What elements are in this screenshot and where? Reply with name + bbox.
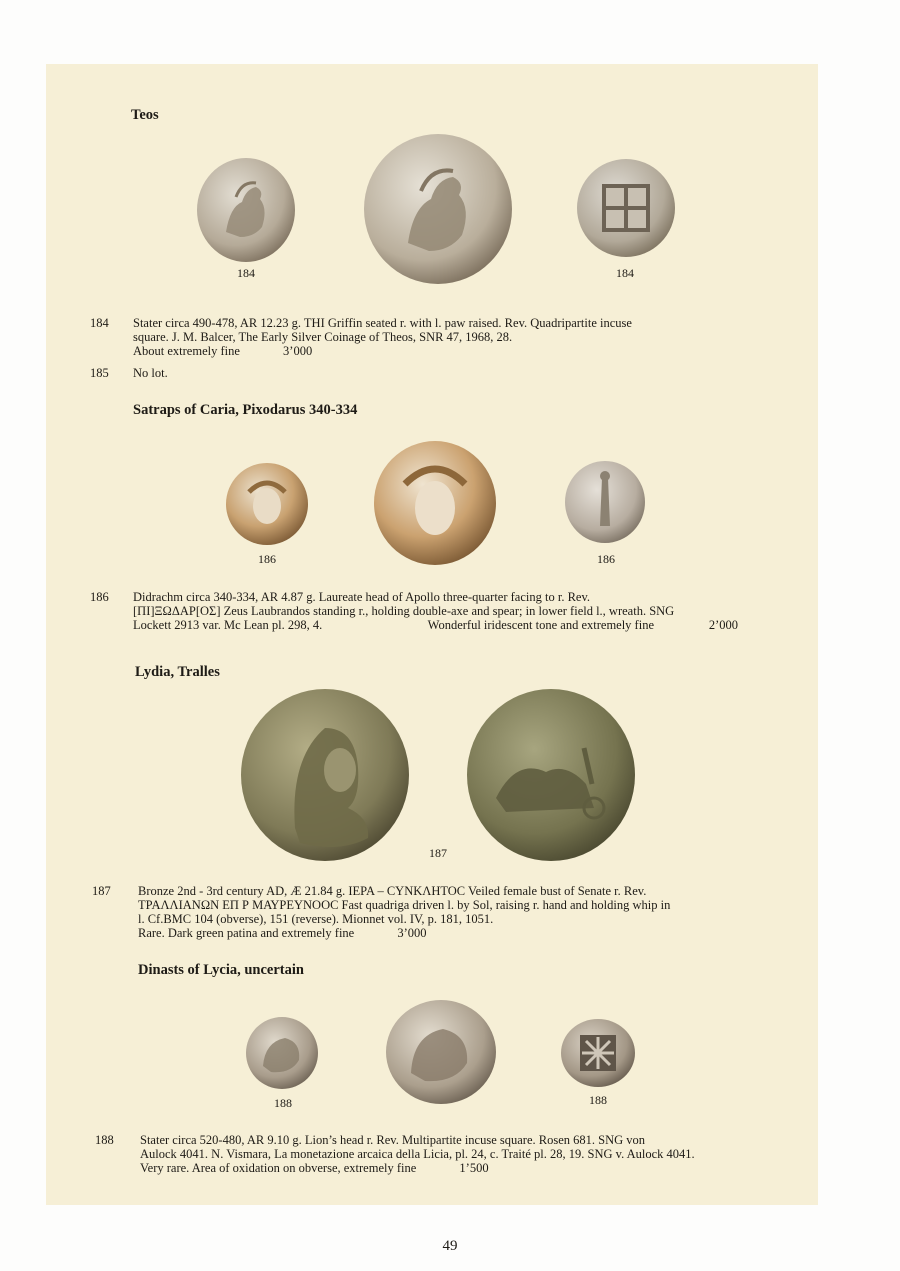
description-line: Stater circa 520-480, AR 9.10 g. Lion’s head r. Rev. Multipartite incuse square. Rosen 681. SNG von [140, 1133, 646, 1147]
coin-caption: 184 [616, 266, 634, 280]
page-number: 49 [442, 1238, 458, 1254]
section-heading-caria: Satraps of Caria, Pixodarus 340-334 [133, 402, 358, 418]
grade-price-line [140, 1161, 742, 1175]
lot-187-description [138, 884, 743, 940]
grade-price-line [138, 926, 743, 940]
coin-184-obverse-enlarged [363, 133, 513, 285]
description-line: l. Cf.BMC 104 (obverse), 151 (reverse). Mionnet vol. IV, p. 181, 1051. [138, 912, 494, 926]
coin-188-obverse-enlarged [385, 999, 497, 1105]
section-heading-teos: Teos [131, 107, 159, 123]
lot-188-description [140, 1133, 742, 1175]
coin-187-reverse-quadriga [466, 688, 636, 862]
lot-184-description [133, 316, 738, 358]
lot-estimate: 1’500 [459, 1161, 489, 1175]
coin-caption: 188 [274, 1096, 292, 1110]
lot-186-description [133, 590, 738, 632]
lot-grade: Rare. Dark green patina and extremely fine [138, 926, 355, 940]
coin-caption: 186 [597, 552, 615, 566]
lot-number: 185 [90, 366, 109, 380]
description-line: Lockett 2913 var. Mc Lean pl. 298, 4. [133, 618, 323, 632]
lot-grade: Very rare. Area of oxidation on obverse, extremely fine [140, 1161, 417, 1175]
lot-185-description: No lot. [133, 366, 168, 380]
description-line: Didrachm circa 340-334, AR 4.87 g. Laureate head of Apollo three-quarter facing to r. Rev. [133, 590, 591, 604]
description-line: [ΠΙ]ΞΩΔΑΡ[ΟΣ] Zeus Laubrandos standing r., holding double-axe and spear; in lower field l., wreath. SNG [133, 604, 675, 618]
description-line: Stater circa 490-478, AR 12.23 g. THI Griffin seated r. with l. paw raised. Rev. Quadripartite incuse [133, 316, 632, 330]
coin-caption: 186 [258, 552, 276, 566]
lot-number: 188 [95, 1133, 114, 1147]
section-heading-lydia: Lydia, Tralles [135, 664, 220, 680]
lot-grade: Wonderful iridescent tone and extremely fine [427, 618, 654, 632]
lot-estimate: 3’000 [397, 926, 427, 940]
description-line-with-grade [133, 618, 738, 632]
coin-186-obverse-enlarged [373, 440, 497, 566]
coin-caption: 188 [589, 1093, 607, 1107]
description-line: Aulock 4041. N. Vismara, La monetazione arcaica della Licia, pl. 24, c. Traité pl. 28, 19. SNG v. Aulock 4041. [140, 1147, 695, 1161]
coin-caption: 187 [429, 846, 447, 860]
lot-number: 186 [90, 590, 109, 604]
coin-188-obverse-lion [245, 1016, 319, 1090]
coin-188-reverse-incuse [560, 1018, 636, 1088]
lot-grade: About extremely fine [133, 344, 240, 358]
lot-estimate: 3’000 [283, 344, 313, 358]
lot-number: 184 [90, 316, 109, 330]
section-heading-lycia: Dinasts of Lycia, uncertain [138, 962, 304, 978]
coin-186-obverse-apollo [225, 462, 309, 546]
description-line: ΤΡΑΛΛΙΑΝΩΝ ΕΠ Ρ ΜΑΥΡΕΥΝΟΟC Fast quadriga driven l. by Sol, raising r. hand and holding whip in [138, 898, 671, 912]
coin-187-obverse-senate-bust [240, 688, 410, 862]
grade-price-line [133, 344, 738, 358]
coin-186-reverse-zeus [564, 460, 646, 544]
coin-184-obverse-griffin [196, 157, 296, 263]
lot-estimate: 2’000 [708, 618, 738, 632]
lot-number: 187 [92, 884, 111, 898]
description-line: Bronze 2nd - 3rd century AD, Æ 21.84 g. ΙΕΡΑ – CYNKΛHTOC Veiled female bust of Senate r. Rev. [138, 884, 647, 898]
coin-caption: 184 [237, 266, 255, 280]
coin-184-reverse-incuse-square [576, 158, 676, 258]
description-line: square. J. M. Balcer, The Early Silver Coinage of Theos, SNR 47, 1968, 28. [133, 330, 513, 344]
